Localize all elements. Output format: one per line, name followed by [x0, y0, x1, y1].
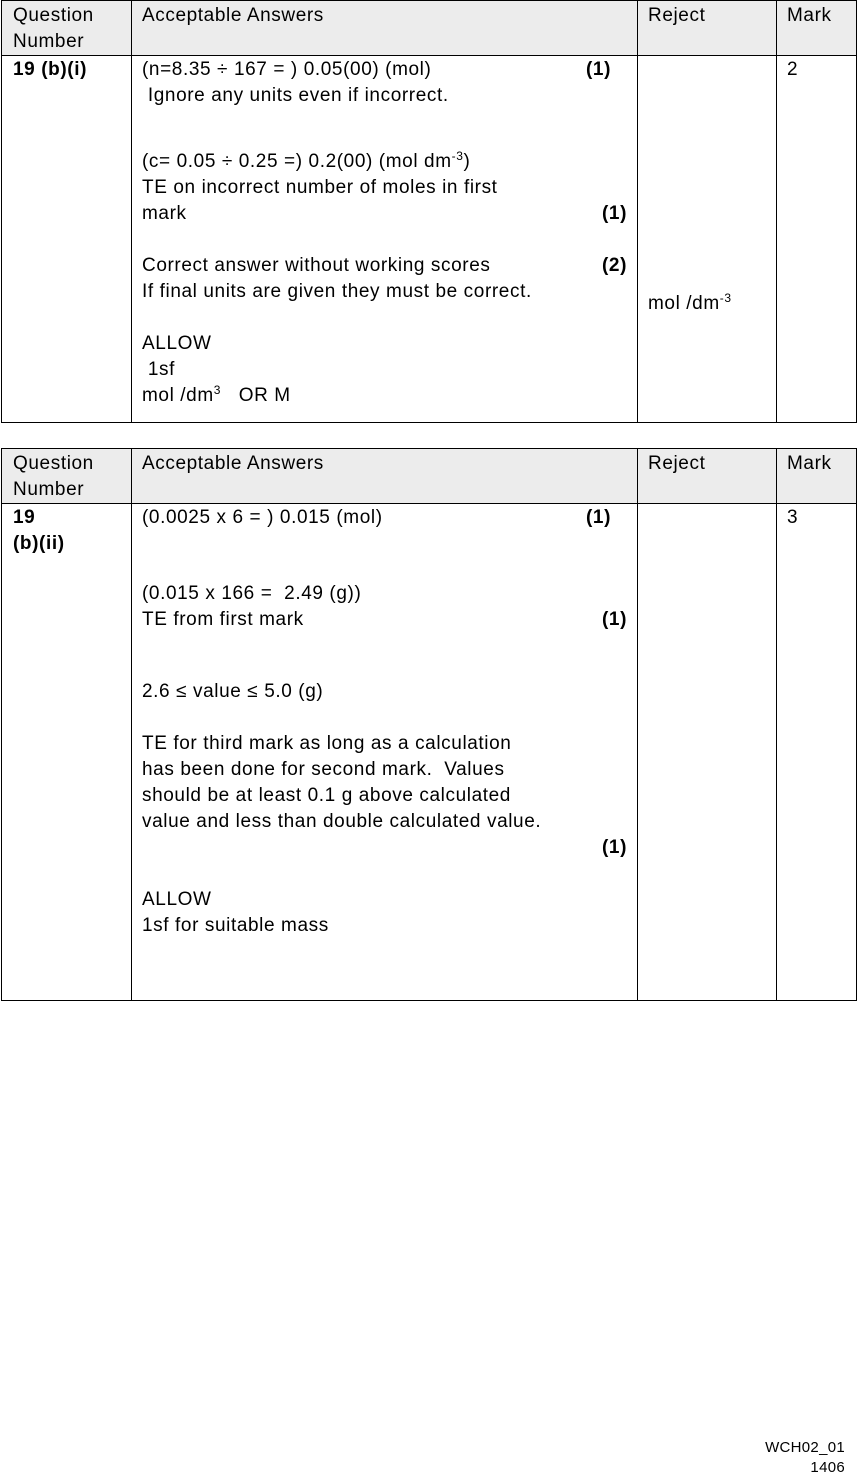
answer-note: TE on incorrect number of moles in first — [142, 177, 498, 198]
question-number: 19 (b)(ii) — [2, 504, 132, 1001]
header-acceptable-answers: Acceptable Answers — [132, 1, 638, 56]
allow-label: ALLOW — [142, 333, 212, 354]
page-footer — [765, 1438, 845, 1478]
answer-line: (c= 0.05 ÷ 0.25 =) 0.2(00) (mol $dm^{-3}$) — [142, 149, 471, 172]
allow-item: 1sf — [142, 359, 176, 380]
answer-note: TE for third mark as long as a calculation — [142, 733, 512, 754]
answer-line: (n=8.35 ÷ 167 = ) 0.05(00) (mol) (1) — [142, 59, 611, 80]
answer-line: (0.015 x 166 = 2.49 (g)) — [142, 583, 362, 604]
header-mark: Mark — [777, 1, 857, 56]
answer-note: has been done for second mark. Values — [142, 759, 505, 780]
reject-cell — [638, 56, 777, 423]
reject-item: mol $/dm^{-3}$ — [648, 291, 732, 314]
answer-note: If final units are given they must be correct. — [142, 281, 532, 302]
header-reject: Reject — [638, 1, 777, 56]
answer-line: (0.0025 x 6 = ) 0.015 (mol) (1) — [142, 507, 611, 528]
paper-code: WCH02_01 — [765, 1439, 845, 1456]
header-acceptable-answers: Acceptable Answers — [132, 449, 638, 504]
header-question-number: Question Number — [2, 1, 132, 56]
acceptable-answers-cell — [132, 504, 638, 1001]
header-reject: Reject — [638, 449, 777, 504]
mark-scheme-table-19bi — [1, 0, 857, 423]
answer-note: value and less than double calculated value. — [142, 811, 542, 832]
mark-cell: 3 — [777, 504, 857, 1001]
answer-line: Correct answer without working scores (2) — [142, 255, 627, 276]
table-row — [2, 504, 857, 1001]
allow-item: 1sf for suitable mass — [142, 915, 329, 936]
acceptable-answers-cell — [132, 56, 638, 423]
answer-line: 2.6 ≤ value ≤ 5.0 (g) — [142, 681, 324, 702]
table-header-row — [2, 1, 857, 56]
mark-cell: 2 — [777, 56, 857, 423]
header-question-number: Question Number — [2, 449, 132, 504]
answer-note: should be at least 0.1 g above calculated — [142, 785, 511, 806]
answer-mark: (1) — [601, 837, 627, 858]
answer-note: Ignore any units even if incorrect. — [142, 85, 449, 106]
session-code: 1406 — [810, 1459, 845, 1476]
reject-cell — [638, 504, 777, 1001]
allow-item: mol $/dm^3$ OR M — [142, 383, 291, 406]
table-row — [2, 56, 857, 423]
header-mark: Mark — [777, 449, 857, 504]
mark-scheme-table-19bii — [1, 448, 857, 1001]
answer-line: mark (1) — [142, 203, 627, 224]
answer-line: TE from first mark (1) — [142, 609, 627, 630]
table-header-row — [2, 449, 857, 504]
allow-label: ALLOW — [142, 889, 212, 910]
question-number: 19 (b)(i) — [2, 56, 132, 423]
